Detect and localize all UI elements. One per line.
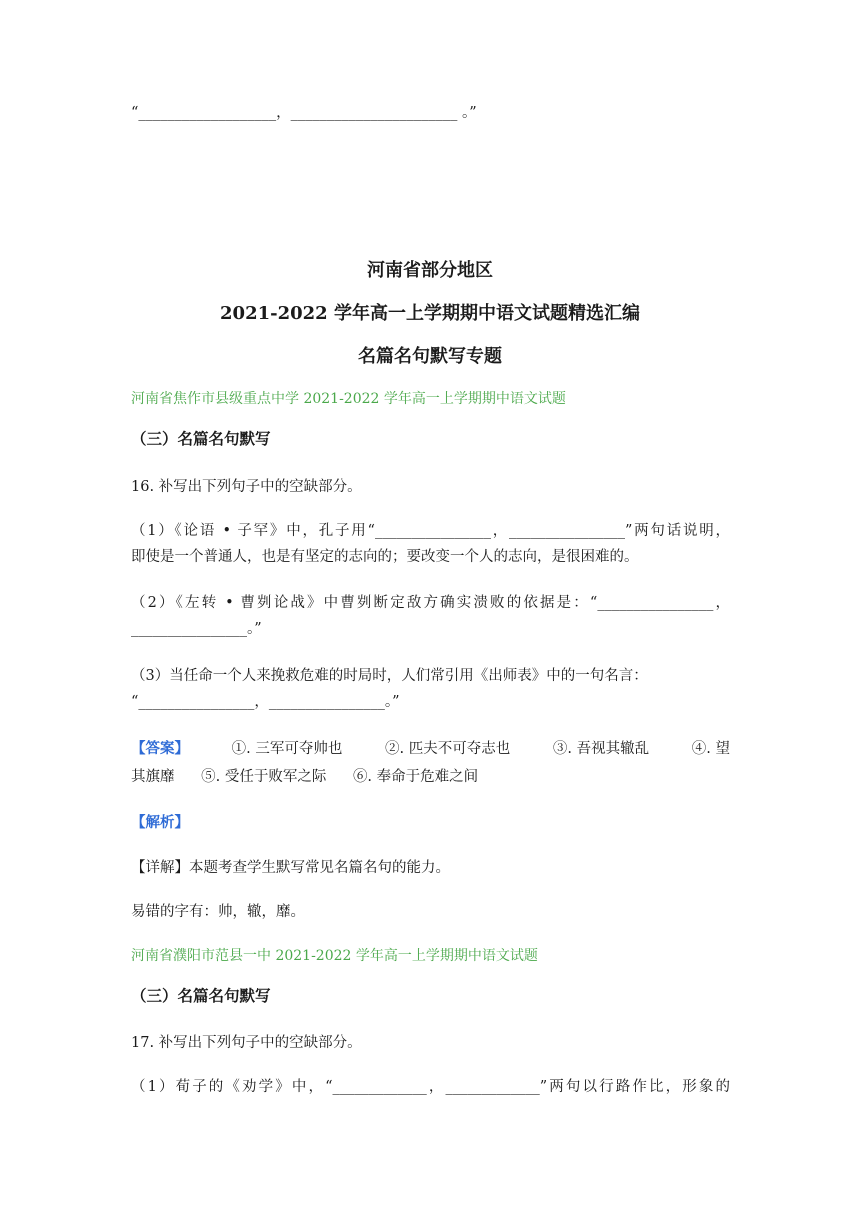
q17-part1-line1: （1）荀子的《劝学》中，“_____________，_____________”两句以行路作比，形象的: [131, 1079, 730, 1095]
source-line-2: 河南省濮阳市范县一中 2021-2022 学年高一上学期期中语文试题: [131, 948, 538, 964]
answer-item: ⑤. 受任于败军之际: [201, 769, 327, 785]
section-heading-2: （三）名篇名句默写: [131, 987, 271, 1005]
q16-part3-line2: “________________，________________。”: [131, 694, 400, 710]
answer-item: ①. 三军可夺帅也: [231, 741, 343, 757]
q16-part1-line2: 即使是一个普通人，也是有坚定的志向的；要改变一个人的志向，是很困难的。: [131, 549, 639, 565]
answer-row-1: [131, 738, 730, 760]
question-17: 17. 补写出下列句子中的空缺部分。: [131, 1035, 362, 1051]
q16-part2-line1: （2）《左转 • 曹刿论战》中曹刿断定敌方确实溃败的依据是：“________________，: [131, 595, 730, 611]
answer-tag: 【答案】: [131, 740, 189, 757]
answer-item: ④. 望: [691, 741, 730, 757]
q16-part3-line1: （3）当任命一个人来挽救危难的时局时，人们常引用《出师表》中的一句名言：: [131, 668, 648, 684]
answer-item: ③. 吾视其辙乱: [552, 741, 650, 757]
q16-part2-line2: ________________。”: [131, 621, 262, 637]
q16-part1-line1: （1）《论语 • 子罕》中，孔子用“________________，________________”两句话说明，: [131, 523, 730, 539]
section-heading-1: （三）名篇名句默写: [131, 430, 271, 448]
answer-row-2: [131, 766, 730, 788]
answer-item: ⑥. 奉命于危难之间: [352, 769, 479, 785]
top-blank-line: “___________________，_______________________ 。”: [131, 105, 477, 121]
source-line-1: 河南省焦作市县级重点中学 2021-2022 学年高一上学期期中语文试题: [131, 391, 566, 407]
typo-text: 易错的字有：帅，辙，靡。: [131, 904, 305, 920]
title-main: 2021-2022 学年高一上学期期中语文试题精选汇编: [220, 303, 640, 324]
question-16: 16. 补写出下列句子中的空缺部分。: [131, 479, 362, 495]
detail-text: 【详解】本题考查学生默写常见名篇名句的能力。: [131, 860, 450, 876]
title-region: 河南省部分地区: [367, 260, 493, 281]
analysis-tag: 【解析】: [131, 814, 189, 831]
answer-item: ②. 匹夫不可夺志也: [385, 741, 511, 757]
answer-item: 其旗靡: [131, 769, 175, 785]
title-topic: 名篇名句默写专题: [358, 346, 502, 367]
